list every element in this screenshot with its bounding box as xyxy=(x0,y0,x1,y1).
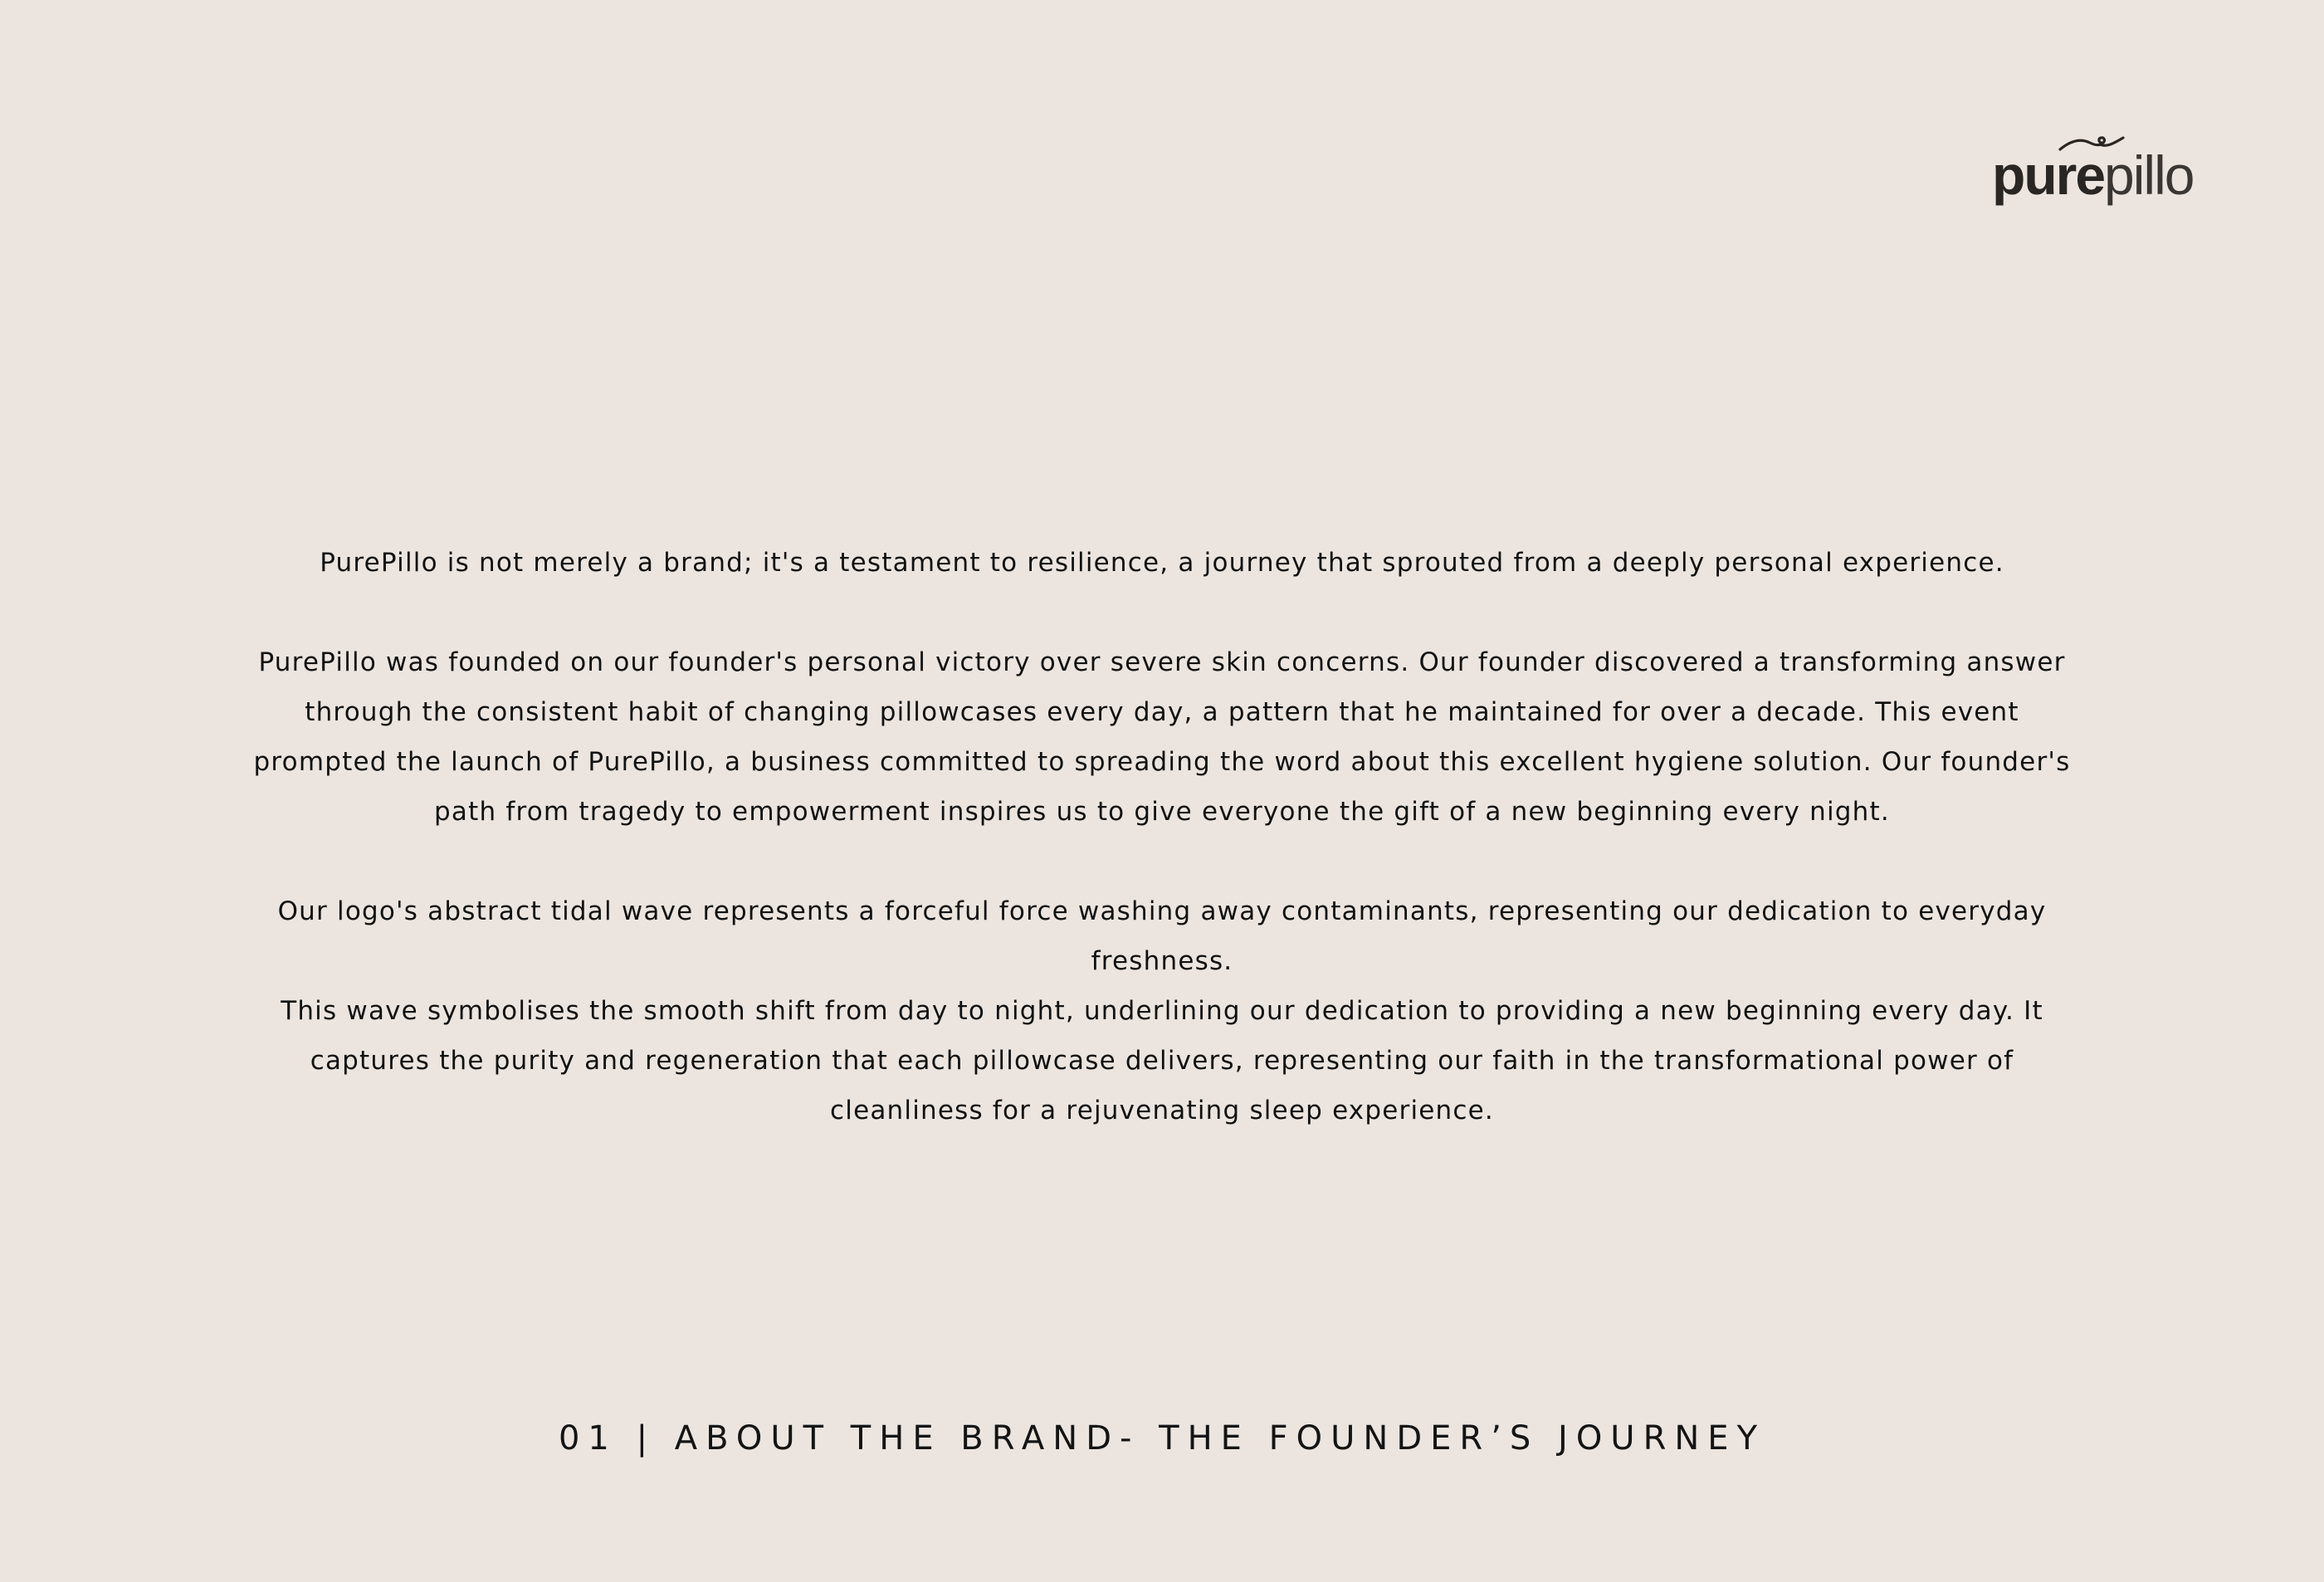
section-title: 01 | ABOUT THE BRAND- THE FOUNDER’S JOURNEY xyxy=(558,1419,1766,1457)
wave-symbol-paragraph: This wave symbolises the smooth shift from day to night, underlining our dedication to providing a new beginning every day. It captures the purity and regeneration that each pillowcase delivers, representing our faith in the transformational power of cleanliness for a rejuvenating sleep experience. xyxy=(281,996,2043,1125)
founder-story-paragraph: PurePillo was founded on our founder's personal victory over severe skin concerns. Our founder discovered a transforming answer through the consistent habit of changing pillowcases every day, a pattern that he maintained for over a decade. This event prompted the launch of PurePillo, a business committed to spreading the word about this excellent hygiene solution. Our founder's path from tragedy to empowerment inspires us to give everyone the gift of a new beginning every night. xyxy=(253,647,2071,827)
intro-paragraph: PurePillo is not merely a brand; it's a testament to resilience, a journey that sprouted from a deeply personal experience. xyxy=(320,548,2004,578)
logo-wordmark xyxy=(1992,144,2194,206)
logo-meaning-paragraph: Our logo's abstract tidal wave represents a forceful force washing away contaminants, representing our dedication to everyday freshness. xyxy=(277,896,2047,976)
logo-word-bold: pure xyxy=(1992,144,2105,206)
logo-word-light: pillo xyxy=(2104,144,2194,206)
brand-logo xyxy=(1992,133,2194,216)
body-text xyxy=(241,538,2083,1135)
